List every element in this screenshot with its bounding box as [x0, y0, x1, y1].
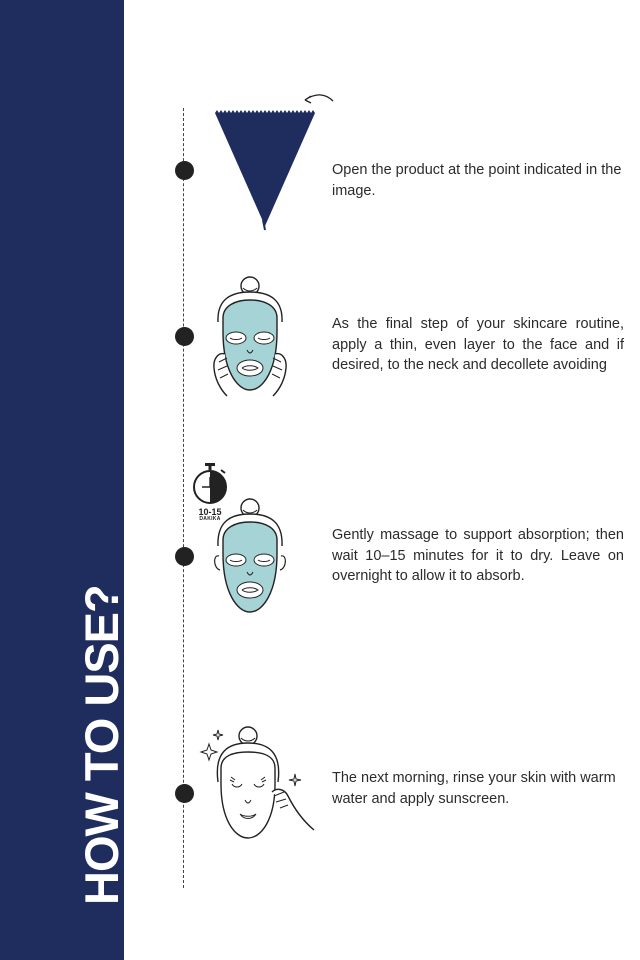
- clean-face-icon: [198, 722, 322, 844]
- page-title: HOW TO USE?: [75, 585, 128, 905]
- timeline-dot-step-3: [175, 547, 194, 566]
- timer-unit: DAKIKA: [199, 516, 221, 522]
- face-mask-icon: [205, 494, 295, 622]
- timeline-dot-step-2: [175, 327, 194, 346]
- timeline-line: [183, 108, 184, 888]
- face-mask-hands-icon: [205, 272, 295, 400]
- sidebar: [0, 0, 128, 960]
- sachet-icon: [205, 88, 345, 238]
- step-2-text: As the final step of your skincare routine, apply a thin, even layer to the face and if desired, to the neck and decollete avoiding: [332, 316, 624, 373]
- step-3-text: Gently massage to support absorption; then wait 10–15 minutes for it to dry. Leave on overnight to allow it to absorb.: [332, 527, 624, 584]
- step-1-text: Open the product at the point indicated in the image.: [332, 162, 622, 199]
- step-4-text: The next morning, rinse your skin with warm water and apply sunscreen.: [332, 770, 616, 807]
- timeline-dot-step-1: [175, 161, 194, 180]
- timer-value: 10-15: [198, 507, 222, 517]
- timeline-dot-step-4: [175, 784, 194, 803]
